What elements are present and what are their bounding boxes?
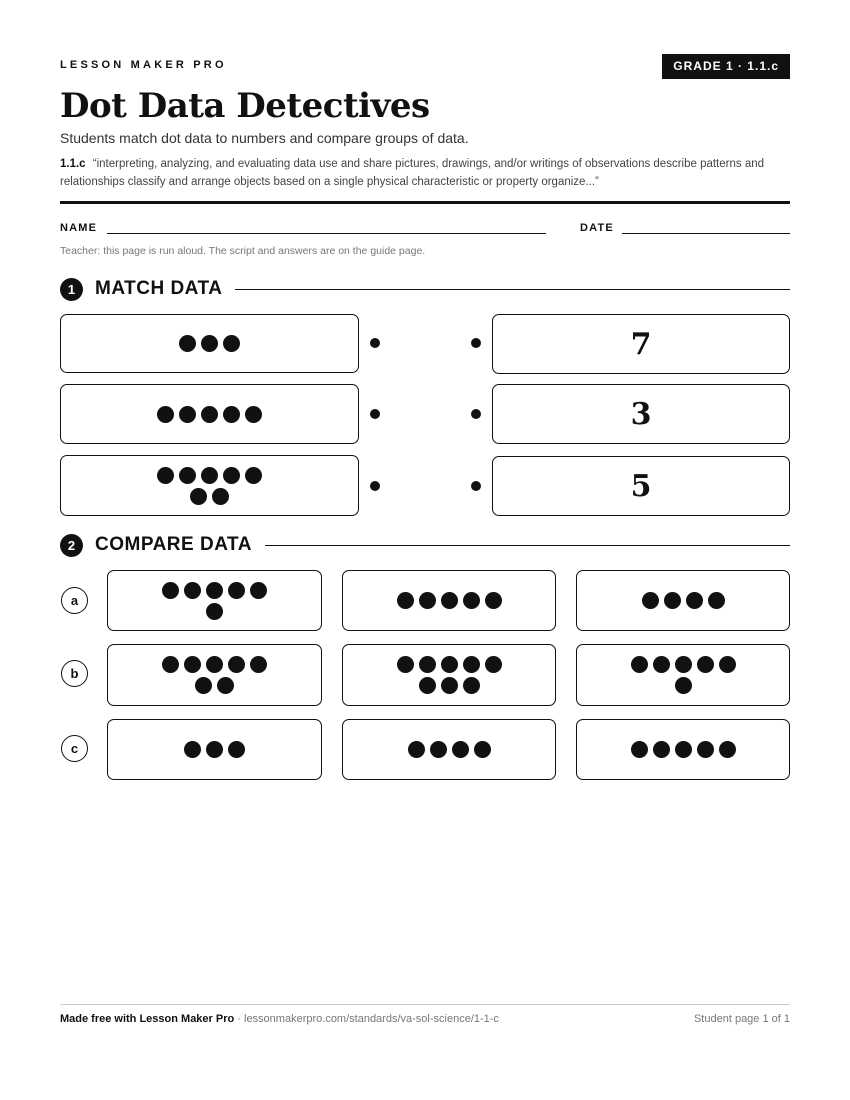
data-dot [463, 656, 480, 673]
data-dot [664, 592, 681, 609]
data-dot [250, 582, 267, 599]
data-dot [419, 677, 436, 694]
data-dot [719, 656, 736, 673]
section-rule [235, 289, 790, 290]
data-dot [250, 656, 267, 673]
data-dot [223, 467, 240, 484]
data-dot [631, 656, 648, 673]
data-dot [212, 488, 229, 505]
data-dot [675, 656, 692, 673]
match-number: 3 [630, 396, 652, 432]
match-dot-box[interactable] [60, 455, 359, 516]
date-field[interactable] [622, 233, 790, 234]
data-dot [441, 592, 458, 609]
teacher-note: Teacher: this page is run aloud. The script and answers are on the guide page. [60, 245, 426, 257]
data-dot [206, 603, 223, 620]
dot-row [160, 656, 270, 673]
data-dot [397, 656, 414, 673]
data-dot [184, 741, 201, 758]
compare-dot-box[interactable] [342, 570, 556, 631]
data-dot [223, 335, 240, 352]
data-dot [441, 677, 458, 694]
data-dot [190, 488, 207, 505]
section-number-badge: 2 [60, 534, 83, 557]
data-dot [485, 592, 502, 609]
data-dot [675, 677, 692, 694]
dot-row [628, 741, 738, 758]
data-dot [179, 406, 196, 423]
match-number-box[interactable] [492, 384, 790, 444]
row-label-a: a [61, 587, 88, 614]
footer-url[interactable]: · lessonmakerpro.com/standards/va-sol-science/1-1-c [237, 1013, 499, 1025]
header-divider [60, 201, 790, 204]
data-dot [228, 741, 245, 758]
section-number-badge: 1 [60, 278, 83, 301]
data-dot [653, 741, 670, 758]
dot-row [155, 467, 265, 484]
data-dot [719, 741, 736, 758]
compare-dot-box[interactable] [576, 719, 790, 780]
data-dot [441, 656, 458, 673]
data-dot [157, 406, 174, 423]
dot-row [160, 582, 270, 599]
data-dot [631, 741, 648, 758]
section-title: COMPARE DATA [95, 534, 252, 555]
footer-made-with: Made free with Lesson Maker Pro [60, 1013, 235, 1025]
footer-divider [60, 1004, 790, 1005]
data-dot [463, 677, 480, 694]
data-dot [206, 656, 223, 673]
data-dot [179, 467, 196, 484]
section-title: MATCH DATA [95, 278, 223, 299]
data-dot [452, 741, 469, 758]
data-dot [686, 592, 703, 609]
match-number-box[interactable] [492, 314, 790, 374]
data-dot [184, 582, 201, 599]
compare-dot-box[interactable] [107, 570, 322, 631]
data-dot [675, 741, 692, 758]
data-dot [162, 582, 179, 599]
compare-dot-box[interactable] [576, 644, 790, 706]
dot-row [628, 656, 738, 673]
data-dot [419, 592, 436, 609]
brand-label: LESSON MAKER PRO [60, 59, 227, 71]
data-dot [697, 656, 714, 673]
data-dot [419, 656, 436, 673]
data-dot [206, 741, 223, 758]
data-dot [397, 592, 414, 609]
data-dot [201, 467, 218, 484]
match-number-box[interactable] [492, 456, 790, 516]
row-label-b: b [61, 660, 88, 687]
data-dot [201, 406, 218, 423]
dot-row [193, 677, 237, 694]
match-dot-box[interactable] [60, 384, 359, 444]
data-dot [642, 592, 659, 609]
dot-row [405, 741, 493, 758]
connector-dot-right[interactable] [471, 481, 481, 491]
match-number: 5 [630, 468, 652, 504]
grade-badge: GRADE 1 · 1.1.c [662, 54, 790, 79]
dot-row [204, 603, 226, 620]
data-dot [653, 656, 670, 673]
section-compare-data-header [60, 532, 790, 558]
data-dot [223, 406, 240, 423]
section-rule [265, 545, 790, 546]
footer-page-number: Student page 1 of 1 [693, 1013, 790, 1025]
dot-row [155, 406, 265, 423]
dot-row [639, 592, 727, 609]
connector-dot-left[interactable] [370, 481, 380, 491]
data-dot [201, 335, 218, 352]
dot-row [188, 488, 232, 505]
data-dot [245, 406, 262, 423]
compare-dot-box[interactable] [342, 719, 556, 780]
data-dot [474, 741, 491, 758]
compare-dot-box[interactable] [342, 644, 556, 706]
page-subtitle: Students match dot data to numbers and compare groups of data. [60, 130, 469, 146]
data-dot [157, 467, 174, 484]
standard-code: 1.1.c [60, 158, 86, 170]
data-dot [708, 592, 725, 609]
name-field[interactable] [107, 233, 546, 234]
data-dot [228, 582, 245, 599]
page-title: Dot Data Detectives [60, 86, 430, 126]
data-dot [697, 741, 714, 758]
compare-dot-box[interactable] [576, 570, 790, 631]
connector-dot-left[interactable] [370, 338, 380, 348]
compare-dot-box[interactable] [107, 644, 322, 706]
dot-row [394, 656, 504, 673]
standard-description [60, 155, 790, 191]
data-dot [162, 656, 179, 673]
data-dot [408, 741, 425, 758]
standard-text: “interpreting, analyzing, and evaluating data use and share pictures, drawings, and/or writings of observations describe patterns and relationships classify and arrange objects based on a single physical characteristic or property organize...” [60, 158, 765, 188]
row-label-c: c [61, 735, 88, 762]
data-dot [179, 335, 196, 352]
match-dot-box[interactable] [60, 314, 359, 373]
date-label: DATE [580, 222, 614, 234]
data-dot [206, 582, 223, 599]
data-dot [430, 741, 447, 758]
data-dot [228, 656, 245, 673]
dot-row [394, 592, 504, 609]
connector-dot-left[interactable] [370, 409, 380, 419]
data-dot [195, 677, 212, 694]
data-dot [245, 467, 262, 484]
data-dot [217, 677, 234, 694]
match-number: 7 [630, 326, 652, 362]
footer-credit [60, 1013, 499, 1025]
name-label: NAME [60, 222, 98, 234]
data-dot [184, 656, 201, 673]
dot-row [416, 677, 482, 694]
dot-row [672, 677, 694, 694]
compare-dot-box[interactable] [107, 719, 322, 780]
connector-dot-right[interactable] [471, 409, 481, 419]
dot-row [177, 335, 243, 352]
dot-row [182, 741, 248, 758]
connector-dot-right[interactable] [471, 338, 481, 348]
data-dot [463, 592, 480, 609]
section-match-data-header [60, 276, 790, 302]
data-dot [485, 656, 502, 673]
